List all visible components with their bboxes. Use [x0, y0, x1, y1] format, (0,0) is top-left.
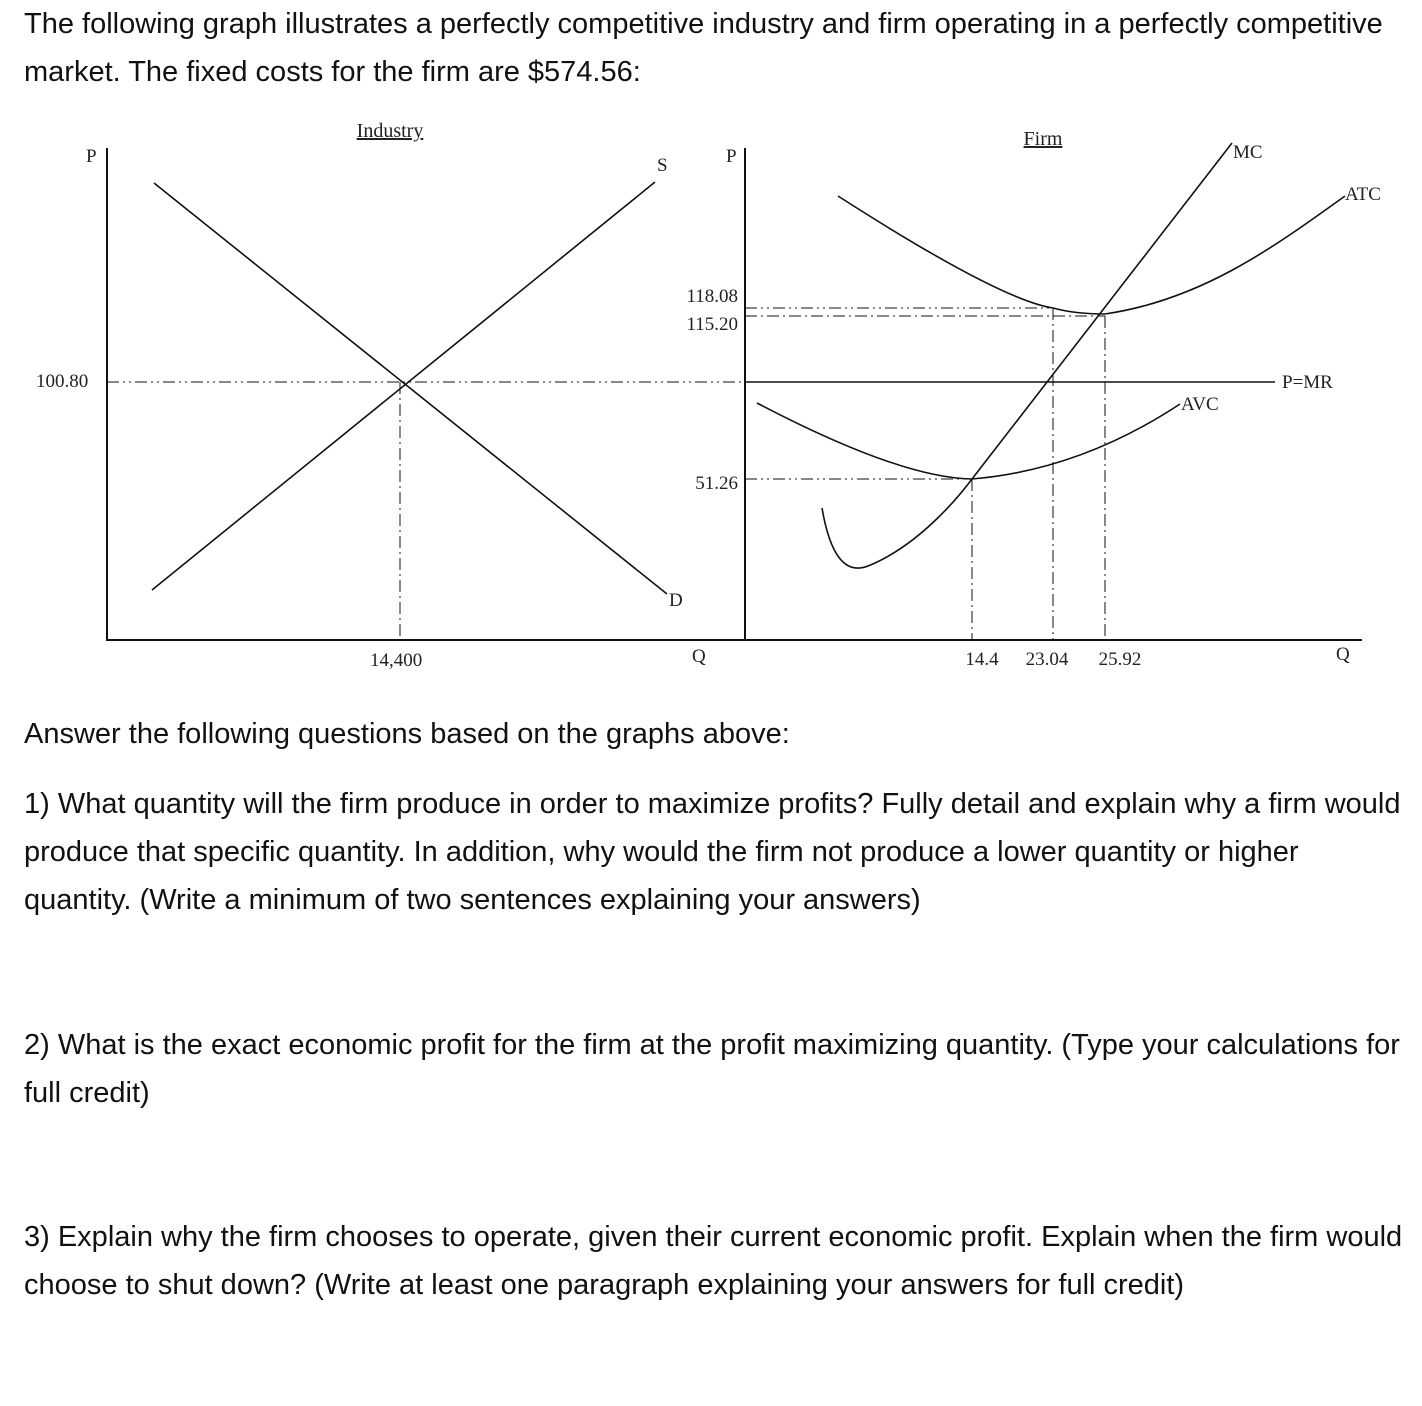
price-label-51: 51.26 [695, 473, 738, 494]
industry-graph [36, 120, 745, 671]
supply-label: S [657, 155, 668, 176]
industry-quantity-label: 14,400 [370, 650, 423, 671]
price-mr-label: P=MR [1282, 372, 1333, 393]
industry-x-axis-label: Q [692, 646, 706, 667]
firm-title: Firm [1023, 128, 1063, 150]
mc-curve [822, 143, 1232, 568]
firm-y-axis-label: P [726, 146, 737, 167]
intro-text: The following graph illustrates a perfectly competitive industry and firm operating in a perfectly competitive market. The fixed costs for the firm are $574.56: [24, 8, 1383, 88]
firm-graph [686, 128, 1380, 670]
question-1: 1) What quantity will the firm produce in order to maximize profits? Fully detail and explain why a firm would produce that specific quantity. In addition, why would the firm not produce a lower quantity or higher quantity. (Write a minimum of two sentences explaining your answers) [24, 788, 1401, 916]
demand-label: D [669, 590, 683, 611]
graphs-figure [0, 0, 1422, 700]
atc-curve [838, 196, 1345, 314]
atc-label: ATC [1345, 184, 1381, 205]
avc-label: AVC [1181, 394, 1219, 415]
question-3: 3) Explain why the firm chooses to operate, given their current economic profit. Explain when the firm would choose to shut down? (Write at least one paragraph explaining your answers for full credit) [24, 1221, 1403, 1301]
answer-lead-text: Answer the following questions based on the graphs above: [24, 718, 790, 750]
quantity-label-23: 23.04 [1025, 649, 1069, 670]
quantity-label-25: 25.92 [1098, 649, 1142, 670]
mc-label: MC [1233, 142, 1263, 163]
supply-curve [152, 182, 655, 590]
avc-curve [757, 403, 1180, 479]
quantity-label-14: 14.4 [965, 649, 999, 670]
question-2: 2) What is the exact economic profit for the firm at the profit maximizing quantity. (Type your calculations for full credit) [24, 1029, 1400, 1109]
price-label-118: 118.08 [686, 286, 738, 307]
industry-price-label: 100.80 [36, 371, 89, 392]
demand-curve [154, 183, 667, 594]
firm-x-axis-label: Q [1336, 644, 1350, 665]
industry-y-axis-label: P [86, 146, 97, 167]
price-label-115: 115.20 [686, 314, 738, 335]
industry-title: Industry [356, 120, 424, 142]
